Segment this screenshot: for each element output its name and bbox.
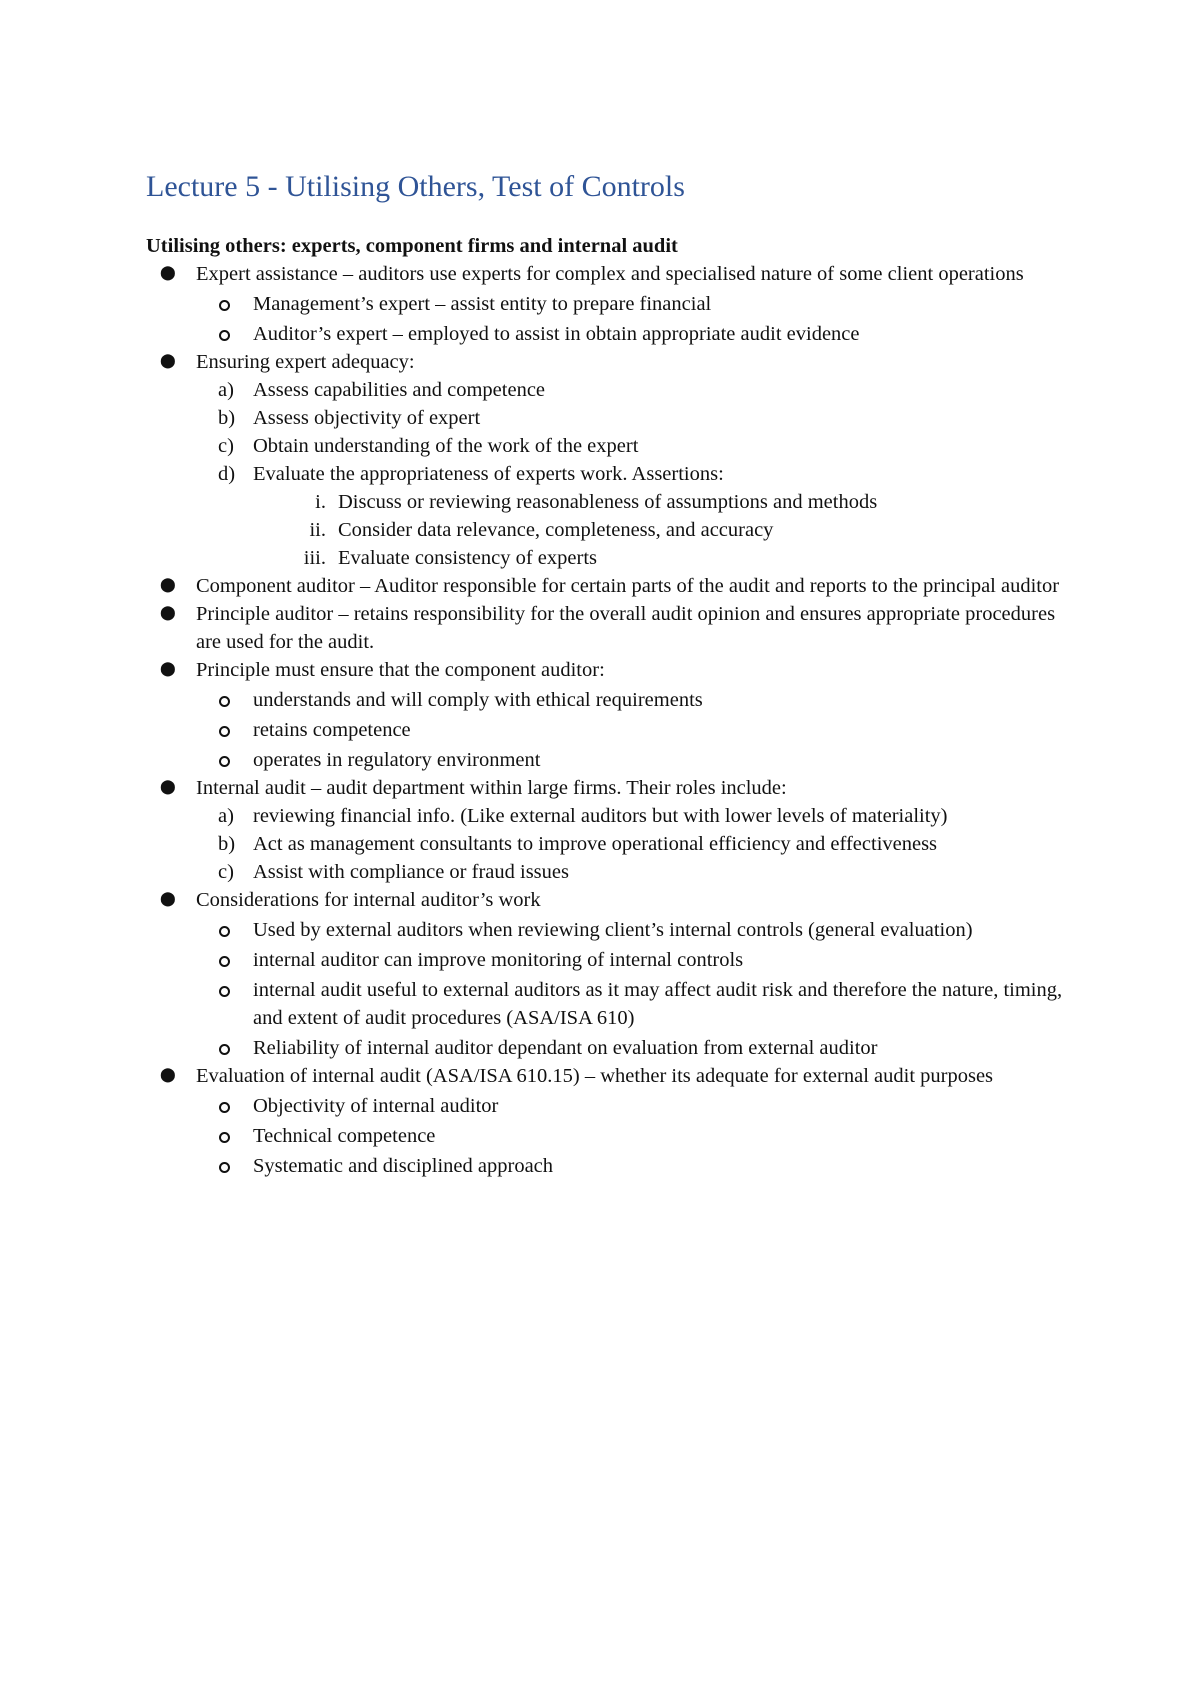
sub-list-item: [146, 946, 1076, 974]
list-item-text: Considerations for internal auditor’s work: [196, 888, 541, 911]
sub-list-item-text: Reliability of internal auditor dependant on evaluation from external auditor: [253, 1036, 878, 1059]
sub-list-item: [146, 432, 1076, 460]
sub-sub-list-item-text: Discuss or reviewing reasonableness of assumptions and methods: [338, 490, 878, 513]
bullet-icon: ⬤: [160, 779, 176, 795]
sub-sub-list-item: [146, 516, 1076, 544]
alpha-marker: d): [218, 462, 236, 485]
main-bullet-list: [146, 260, 1076, 1180]
sub-list-item: [146, 290, 1076, 318]
document-body: [146, 168, 1076, 1180]
circle-bullet-icon: [219, 956, 230, 967]
sub-list-item: [146, 916, 1076, 944]
sub-list-item: [146, 858, 1076, 886]
sub-list-item-text: retains competence: [253, 718, 411, 741]
sub-list-item-text: Evaluate the appropriateness of experts work. Assertions:: [253, 462, 724, 485]
sub-sub-list-item: [146, 544, 1076, 572]
sub-list-item-text: Assist with compliance or fraud issues: [253, 860, 569, 883]
alpha-marker: c): [218, 434, 234, 457]
sub-list-item-text: Systematic and disciplined approach: [253, 1154, 554, 1177]
section-heading: Utilising others: experts, component firms and internal audit: [146, 234, 678, 257]
list-item: [146, 774, 1076, 802]
list-item: [146, 1062, 1076, 1090]
bullet-icon: ⬤: [160, 605, 176, 621]
circle-bullet-icon: [219, 1044, 230, 1055]
roman-marker: i.: [315, 490, 326, 513]
page-title: Lecture 5 - Utilising Others, Test of Controls: [146, 170, 685, 203]
bullet-icon: ⬤: [160, 577, 176, 593]
circle-bullet-icon: [219, 330, 230, 341]
alpha-marker: c): [218, 860, 234, 883]
circle-bullet-icon: [219, 1132, 230, 1143]
sub-list-item: [146, 746, 1076, 774]
sub-list-item: [146, 1122, 1076, 1150]
sub-list-item-text: understands and will comply with ethical requirements: [253, 688, 703, 711]
circle-bullet-icon: [219, 696, 230, 707]
sub-list-item-text: Assess capabilities and competence: [253, 378, 546, 401]
list-item: [146, 260, 1076, 288]
bullet-icon: ⬤: [160, 265, 176, 281]
bullet-icon: ⬤: [160, 353, 176, 369]
sub-list-item: [146, 1092, 1076, 1120]
list-item: [146, 348, 1076, 376]
circle-bullet-icon: [219, 1162, 230, 1173]
sub-list-item-text: Technical competence: [253, 1124, 436, 1147]
circle-bullet-icon: [219, 300, 230, 311]
sub-sub-list-item-text: Consider data relevance, completeness, and accuracy: [338, 518, 774, 541]
sub-list-item-text: Assess objectivity of expert: [253, 406, 481, 429]
list-item: [146, 656, 1076, 684]
sub-list-item-text: Objectivity of internal auditor: [253, 1094, 499, 1117]
sub-list-item-text: Auditor’s expert – employed to assist in obtain appropriate audit evidence: [253, 322, 860, 345]
alpha-marker: a): [218, 804, 234, 827]
sub-list-item-text: reviewing financial info. (Like external auditors but with lower levels of materiality): [253, 804, 948, 827]
list-item-text: Internal audit – audit department within large firms. Their roles include:: [196, 776, 787, 799]
sub-list-item: [146, 1034, 1076, 1062]
sub-list-item-text: Act as management consultants to improve operational efficiency and effectiveness: [253, 832, 938, 855]
list-item-text: Principle must ensure that the component auditor:: [196, 658, 605, 681]
sub-list-item-text: Used by external auditors when reviewing client’s internal controls (general evaluation): [253, 918, 973, 941]
list-item: [146, 886, 1076, 914]
roman-marker: ii.: [309, 518, 326, 541]
circle-bullet-icon: [219, 726, 230, 737]
circle-bullet-icon: [219, 756, 230, 767]
sub-sub-list-item: [146, 488, 1076, 516]
sub-list-item: [146, 404, 1076, 432]
sub-list-item: [146, 1152, 1076, 1180]
sub-list-item-text: operates in regulatory environment: [253, 748, 541, 771]
sub-list-item: [146, 460, 1076, 488]
alpha-marker: b): [218, 832, 236, 855]
list-item-text: Ensuring expert adequacy:: [196, 350, 415, 373]
sub-list-item-text: internal audit useful to external auditors as it may affect audit risk and therefore the nature, timing, and extent of audit procedures (ASA/ISA 610): [253, 978, 1063, 1029]
sub-list-item-text: Obtain understanding of the work of the expert: [253, 434, 639, 457]
list-item-text: Component auditor – Auditor responsible for certain parts of the audit and reports to the principal auditor: [196, 574, 1060, 597]
sub-list-item: [146, 716, 1076, 744]
circle-bullet-icon: [219, 986, 230, 997]
bullet-icon: ⬤: [160, 891, 176, 907]
sub-list-item: [146, 320, 1076, 348]
bullet-icon: ⬤: [160, 1067, 176, 1083]
list-item: [146, 572, 1076, 600]
list-item-text: Principle auditor – retains responsibility for the overall audit opinion and ensures appropriate procedures are used for the audit.: [196, 602, 1056, 653]
circle-bullet-icon: [219, 1102, 230, 1113]
sub-sub-list-item-text: Evaluate consistency of experts: [338, 546, 598, 569]
sub-list-item: [146, 830, 1076, 858]
bullet-icon: ⬤: [160, 661, 176, 677]
sub-list-item: [146, 802, 1076, 830]
sub-list-item-text: internal auditor can improve monitoring of internal controls: [253, 948, 744, 971]
list-item-text: Expert assistance – auditors use experts for complex and specialised nature of some client operations: [196, 262, 1024, 285]
roman-marker: iii.: [303, 546, 326, 569]
sub-list-item: [146, 376, 1076, 404]
alpha-marker: a): [218, 378, 234, 401]
sub-list-item-text: Management’s expert – assist entity to prepare financial: [253, 292, 712, 315]
sub-list-item: [146, 686, 1076, 714]
sub-list-item: [146, 976, 1076, 1032]
list-item-text: Evaluation of internal audit (ASA/ISA 610.15) – whether its adequate for external audit purposes: [196, 1064, 994, 1087]
alpha-marker: b): [218, 406, 236, 429]
circle-bullet-icon: [219, 926, 230, 937]
list-item: [146, 600, 1076, 656]
